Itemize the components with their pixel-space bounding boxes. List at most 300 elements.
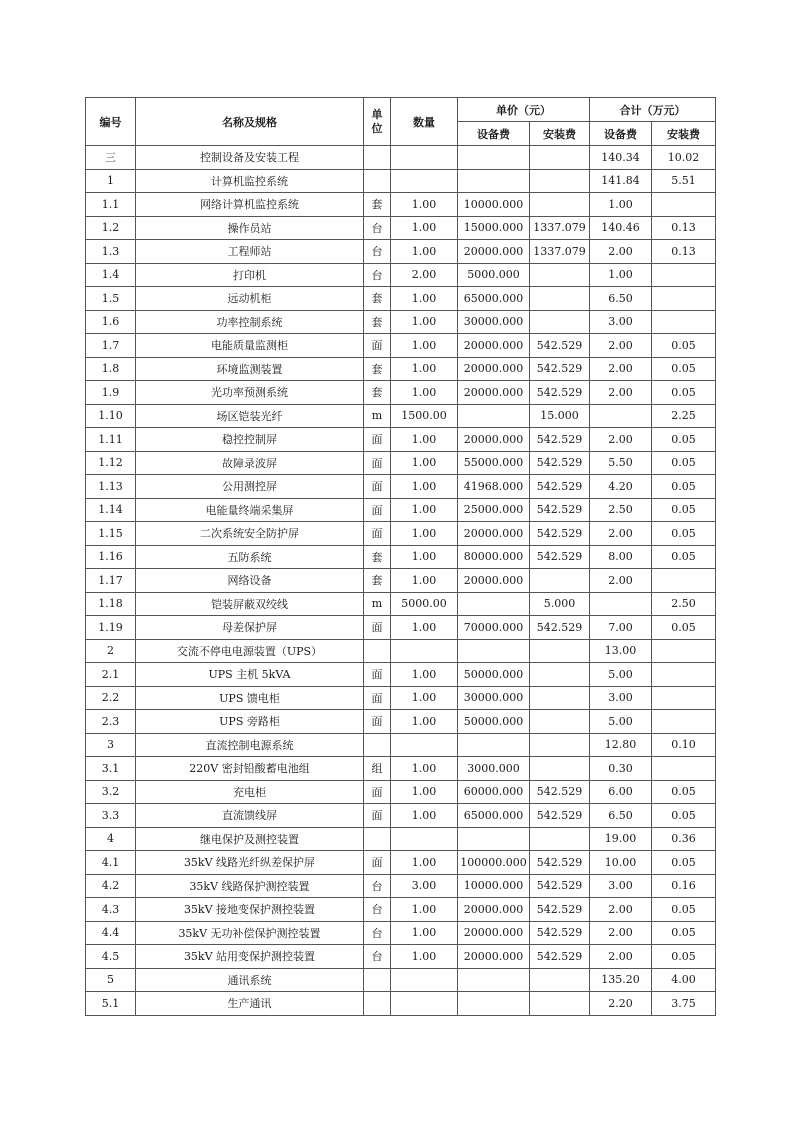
row-total-install: 0.36	[652, 827, 716, 851]
row-qty: 1.00	[391, 851, 458, 875]
row-total-equip: 3.00	[590, 310, 652, 334]
table-row	[86, 921, 716, 945]
row-price-install: 542.529	[530, 334, 590, 358]
row-qty: 1.00	[391, 898, 458, 922]
row-unit: 套	[364, 287, 391, 311]
row-price-equip: 10000.000	[458, 193, 530, 217]
row-qty: 1.00	[391, 921, 458, 945]
table-row	[86, 780, 716, 804]
table-row	[86, 945, 716, 969]
row-no: 1.15	[86, 522, 136, 546]
row-total-install: 5.51	[652, 169, 716, 193]
row-total-install: 0.05	[652, 381, 716, 405]
row-qty: 1.00	[391, 686, 458, 710]
row-total-equip: 2.00	[590, 522, 652, 546]
row-total-install	[652, 663, 716, 687]
row-price-install	[530, 968, 590, 992]
row-total-equip: 2.00	[590, 381, 652, 405]
table-body	[86, 146, 716, 1016]
row-unit: 面	[364, 804, 391, 828]
row-qty: 1.00	[391, 381, 458, 405]
row-name: 母差保护屏	[136, 616, 364, 640]
row-no: 1.8	[86, 357, 136, 381]
row-no: 2.3	[86, 710, 136, 734]
row-qty	[391, 639, 458, 663]
row-no: 1.1	[86, 193, 136, 217]
row-no: 3.3	[86, 804, 136, 828]
row-total-equip: 7.00	[590, 616, 652, 640]
row-total-equip: 12.80	[590, 733, 652, 757]
row-total-equip: 2.00	[590, 569, 652, 593]
row-no: 1.13	[86, 475, 136, 499]
row-total-equip: 6.50	[590, 287, 652, 311]
row-price-equip: 20000.000	[458, 240, 530, 264]
row-no: 1.9	[86, 381, 136, 405]
row-price-install: 542.529	[530, 851, 590, 875]
row-price-equip: 50000.000	[458, 710, 530, 734]
row-price-equip: 20000.000	[458, 522, 530, 546]
row-unit: 面	[364, 710, 391, 734]
row-unit: 面	[364, 616, 391, 640]
table-row	[86, 804, 716, 828]
row-unit: 台	[364, 898, 391, 922]
row-total-install: 0.05	[652, 780, 716, 804]
row-qty: 2.00	[391, 263, 458, 287]
row-name: 直流馈线屏	[136, 804, 364, 828]
table-row	[86, 851, 716, 875]
header-no: 编号	[86, 98, 136, 146]
row-name: 操作员站	[136, 216, 364, 240]
header-total-equip: 设备费	[590, 122, 652, 146]
row-unit: 面	[364, 780, 391, 804]
row-unit: 面	[364, 428, 391, 452]
row-price-equip: 20000.000	[458, 921, 530, 945]
header-unit: 单位	[364, 98, 391, 146]
row-qty: 1.00	[391, 428, 458, 452]
row-unit: 面	[364, 851, 391, 875]
row-price-equip: 5000.000	[458, 263, 530, 287]
row-no: 1.11	[86, 428, 136, 452]
row-unit: 面	[364, 498, 391, 522]
row-name: 35kV 站用变保护测控装置	[136, 945, 364, 969]
table-row	[86, 146, 716, 170]
row-qty: 1.00	[391, 945, 458, 969]
row-total-equip: 2.20	[590, 992, 652, 1016]
row-name: 远动机柜	[136, 287, 364, 311]
row-total-equip: 4.20	[590, 475, 652, 499]
table-row	[86, 686, 716, 710]
row-name: 网络计算机监控系统	[136, 193, 364, 217]
row-qty: 1.00	[391, 663, 458, 687]
row-price-install	[530, 663, 590, 687]
row-name: 继电保护及测控装置	[136, 827, 364, 851]
row-no: 5.1	[86, 992, 136, 1016]
row-price-install: 542.529	[530, 498, 590, 522]
row-price-equip: 20000.000	[458, 357, 530, 381]
row-name: 场区铠装光纤	[136, 404, 364, 428]
row-total-install: 0.13	[652, 216, 716, 240]
table-row	[86, 639, 716, 663]
row-no: 1.2	[86, 216, 136, 240]
row-no: 4.1	[86, 851, 136, 875]
table-row	[86, 592, 716, 616]
row-no: 3.1	[86, 757, 136, 781]
row-price-install	[530, 146, 590, 170]
table-row	[86, 381, 716, 405]
row-name: 二次系统安全防护屏	[136, 522, 364, 546]
table-row	[86, 545, 716, 569]
row-total-install: 0.05	[652, 545, 716, 569]
row-price-install: 542.529	[530, 804, 590, 828]
row-price-equip: 30000.000	[458, 686, 530, 710]
row-total-equip: 2.50	[590, 498, 652, 522]
row-price-install	[530, 263, 590, 287]
row-total-install: 0.05	[652, 357, 716, 381]
row-unit: 套	[364, 310, 391, 334]
row-price-install: 542.529	[530, 616, 590, 640]
row-no: 4.4	[86, 921, 136, 945]
row-name: 五防系统	[136, 545, 364, 569]
header-price-equip: 设备费	[458, 122, 530, 146]
row-total-equip: 1.00	[590, 193, 652, 217]
row-unit: 面	[364, 686, 391, 710]
row-qty: 1.00	[391, 216, 458, 240]
row-total-equip: 2.00	[590, 334, 652, 358]
row-qty: 1.00	[391, 287, 458, 311]
row-name: 环境监测装置	[136, 357, 364, 381]
header-unit-price: 单价（元）	[458, 98, 590, 122]
row-name: 电能质量监测柜	[136, 334, 364, 358]
row-price-install: 542.529	[530, 451, 590, 475]
table-row	[86, 263, 716, 287]
row-total-install	[652, 310, 716, 334]
row-total-install: 0.05	[652, 428, 716, 452]
table-row	[86, 475, 716, 499]
row-qty	[391, 968, 458, 992]
row-total-equip: 2.00	[590, 945, 652, 969]
row-no: 1.5	[86, 287, 136, 311]
row-total-install: 0.05	[652, 921, 716, 945]
row-total-install	[652, 710, 716, 734]
row-unit: 面	[364, 522, 391, 546]
row-qty: 1.00	[391, 357, 458, 381]
row-total-install	[652, 569, 716, 593]
row-unit	[364, 146, 391, 170]
row-total-install	[652, 639, 716, 663]
row-qty: 1.00	[391, 545, 458, 569]
row-total-equip: 1.00	[590, 263, 652, 287]
table-row	[86, 404, 716, 428]
row-total-install: 0.05	[652, 475, 716, 499]
row-total-equip: 3.00	[590, 874, 652, 898]
row-price-equip: 15000.000	[458, 216, 530, 240]
row-total-install: 0.10	[652, 733, 716, 757]
row-total-equip: 5.00	[590, 663, 652, 687]
row-total-equip: 3.00	[590, 686, 652, 710]
row-total-install: 0.05	[652, 334, 716, 358]
row-total-equip: 135.20	[590, 968, 652, 992]
row-qty: 1.00	[391, 240, 458, 264]
row-unit: 组	[364, 757, 391, 781]
row-unit	[364, 968, 391, 992]
row-name: 电能量终端采集屏	[136, 498, 364, 522]
row-unit: 面	[364, 334, 391, 358]
row-price-equip: 100000.000	[458, 851, 530, 875]
row-total-equip: 140.46	[590, 216, 652, 240]
row-unit: 台	[364, 240, 391, 264]
row-price-install: 542.529	[530, 545, 590, 569]
row-price-equip: 60000.000	[458, 780, 530, 804]
row-name: 充电柜	[136, 780, 364, 804]
row-no: 3	[86, 733, 136, 757]
row-price-equip	[458, 639, 530, 663]
table-row	[86, 827, 716, 851]
row-total-install: 0.13	[652, 240, 716, 264]
row-name: 35kV 接地变保护测控装置	[136, 898, 364, 922]
row-no: 1.12	[86, 451, 136, 475]
row-name: 交流不停电电源装置（UPS）	[136, 639, 364, 663]
row-price-install	[530, 569, 590, 593]
row-unit: m	[364, 592, 391, 616]
row-price-equip	[458, 404, 530, 428]
row-name: 直流控制电源系统	[136, 733, 364, 757]
row-price-install	[530, 310, 590, 334]
row-total-equip: 2.00	[590, 921, 652, 945]
row-qty: 1.00	[391, 569, 458, 593]
row-price-equip: 80000.000	[458, 545, 530, 569]
row-price-install	[530, 287, 590, 311]
row-name: 计算机监控系统	[136, 169, 364, 193]
row-price-install	[530, 733, 590, 757]
row-qty: 1.00	[391, 616, 458, 640]
row-price-install: 542.529	[530, 357, 590, 381]
row-price-install: 542.529	[530, 522, 590, 546]
row-total-install: 10.02	[652, 146, 716, 170]
row-total-install	[652, 686, 716, 710]
table-row	[86, 287, 716, 311]
row-name: 打印机	[136, 263, 364, 287]
row-name: 公用测控屏	[136, 475, 364, 499]
cost-table	[85, 97, 716, 1016]
row-price-install: 5.000	[530, 592, 590, 616]
row-price-equip	[458, 992, 530, 1016]
row-price-equip: 20000.000	[458, 334, 530, 358]
table-row	[86, 898, 716, 922]
row-unit	[364, 639, 391, 663]
row-unit: 面	[364, 475, 391, 499]
row-qty: 1.00	[391, 451, 458, 475]
table-row	[86, 498, 716, 522]
row-total-equip: 10.00	[590, 851, 652, 875]
row-total-install: 4.00	[652, 968, 716, 992]
row-total-install: 0.05	[652, 851, 716, 875]
row-price-install: 542.529	[530, 874, 590, 898]
row-unit: 台	[364, 874, 391, 898]
row-price-equip: 20000.000	[458, 569, 530, 593]
row-total-equip: 2.00	[590, 240, 652, 264]
row-price-equip: 50000.000	[458, 663, 530, 687]
row-qty: 1.00	[391, 710, 458, 734]
table-row	[86, 334, 716, 358]
row-unit	[364, 169, 391, 193]
header-name: 名称及规格	[136, 98, 364, 146]
row-name: 35kV 线路保护测控装置	[136, 874, 364, 898]
row-qty	[391, 169, 458, 193]
row-unit: 台	[364, 216, 391, 240]
row-price-equip	[458, 968, 530, 992]
row-price-equip	[458, 733, 530, 757]
row-no: 2.2	[86, 686, 136, 710]
row-name: 工程师站	[136, 240, 364, 264]
row-unit: 台	[364, 263, 391, 287]
table-row	[86, 428, 716, 452]
row-price-equip: 10000.000	[458, 874, 530, 898]
table-row	[86, 451, 716, 475]
row-total-equip	[590, 404, 652, 428]
row-unit: 面	[364, 451, 391, 475]
row-no: 4	[86, 827, 136, 851]
row-price-equip: 20000.000	[458, 428, 530, 452]
row-no: 1.18	[86, 592, 136, 616]
row-total-equip: 2.00	[590, 357, 652, 381]
row-name: 220V 密封铅酸蓄电池组	[136, 757, 364, 781]
row-total-equip: 8.00	[590, 545, 652, 569]
row-name: UPS 馈电柜	[136, 686, 364, 710]
row-no: 1.17	[86, 569, 136, 593]
table-row	[86, 710, 716, 734]
row-name: 光功率预测系统	[136, 381, 364, 405]
row-total-install: 0.05	[652, 945, 716, 969]
row-name: 故障录波屏	[136, 451, 364, 475]
row-qty: 3.00	[391, 874, 458, 898]
row-total-install: 0.05	[652, 616, 716, 640]
row-qty: 1500.00	[391, 404, 458, 428]
row-total-install: 0.05	[652, 451, 716, 475]
row-price-install: 1337.079	[530, 240, 590, 264]
table-row	[86, 522, 716, 546]
table-row	[86, 616, 716, 640]
header-total: 合计（万元）	[590, 98, 716, 122]
row-price-install	[530, 169, 590, 193]
row-total-install: 2.25	[652, 404, 716, 428]
row-price-install	[530, 827, 590, 851]
row-price-equip	[458, 169, 530, 193]
row-price-install: 542.529	[530, 780, 590, 804]
row-name: 生产通讯	[136, 992, 364, 1016]
row-price-equip	[458, 592, 530, 616]
row-no: 1.16	[86, 545, 136, 569]
table-row	[86, 968, 716, 992]
row-total-equip: 141.84	[590, 169, 652, 193]
row-no: 1.3	[86, 240, 136, 264]
row-price-equip: 25000.000	[458, 498, 530, 522]
row-price-equip: 70000.000	[458, 616, 530, 640]
row-total-install: 3.75	[652, 992, 716, 1016]
row-price-equip: 20000.000	[458, 381, 530, 405]
row-total-equip: 2.00	[590, 898, 652, 922]
row-qty: 1.00	[391, 310, 458, 334]
table-row	[86, 240, 716, 264]
row-qty: 1.00	[391, 522, 458, 546]
row-name: 功率控制系统	[136, 310, 364, 334]
row-no: 1	[86, 169, 136, 193]
row-unit: 套	[364, 193, 391, 217]
row-no: 1.6	[86, 310, 136, 334]
row-no: 3.2	[86, 780, 136, 804]
row-total-equip: 0.30	[590, 757, 652, 781]
header-qty: 数量	[391, 98, 458, 146]
header-total-install: 安装费	[652, 122, 716, 146]
row-total-equip: 2.00	[590, 428, 652, 452]
row-price-equip: 20000.000	[458, 898, 530, 922]
row-no: 4.2	[86, 874, 136, 898]
table-row	[86, 169, 716, 193]
row-total-equip: 19.00	[590, 827, 652, 851]
row-name: 35kV 无功补偿保护测控装置	[136, 921, 364, 945]
table-row	[86, 193, 716, 217]
row-total-install	[652, 263, 716, 287]
row-name: UPS 主机 5kVA	[136, 663, 364, 687]
row-qty: 1.00	[391, 757, 458, 781]
row-total-equip: 5.50	[590, 451, 652, 475]
row-qty: 1.00	[391, 193, 458, 217]
table-row	[86, 310, 716, 334]
row-total-install	[652, 193, 716, 217]
table-header	[86, 98, 716, 146]
row-no: 三	[86, 146, 136, 170]
table-row	[86, 663, 716, 687]
row-qty: 1.00	[391, 475, 458, 499]
row-name: 35kV 线路光纤纵差保护屏	[136, 851, 364, 875]
row-unit: 面	[364, 663, 391, 687]
row-unit: 套	[364, 357, 391, 381]
row-price-equip: 65000.000	[458, 804, 530, 828]
row-price-equip: 3000.000	[458, 757, 530, 781]
row-no: 4.3	[86, 898, 136, 922]
row-total-equip: 6.00	[590, 780, 652, 804]
row-price-equip: 30000.000	[458, 310, 530, 334]
row-price-install	[530, 992, 590, 1016]
row-price-install	[530, 757, 590, 781]
row-price-install: 542.529	[530, 381, 590, 405]
row-unit	[364, 733, 391, 757]
row-qty: 1.00	[391, 780, 458, 804]
table-row	[86, 733, 716, 757]
row-name: UPS 旁路柜	[136, 710, 364, 734]
row-price-install: 542.529	[530, 428, 590, 452]
row-total-equip: 6.50	[590, 804, 652, 828]
table-row	[86, 357, 716, 381]
row-qty	[391, 992, 458, 1016]
row-total-install: 0.05	[652, 898, 716, 922]
row-name: 铠装屏蔽双绞线	[136, 592, 364, 616]
row-no: 1.19	[86, 616, 136, 640]
row-no: 1.7	[86, 334, 136, 358]
row-unit	[364, 992, 391, 1016]
row-qty: 1.00	[391, 804, 458, 828]
row-price-install	[530, 686, 590, 710]
row-qty	[391, 146, 458, 170]
table-row	[86, 569, 716, 593]
row-no: 2	[86, 639, 136, 663]
table-row	[86, 216, 716, 240]
row-price-install: 542.529	[530, 475, 590, 499]
row-name: 网络设备	[136, 569, 364, 593]
table-row	[86, 757, 716, 781]
row-price-equip: 65000.000	[458, 287, 530, 311]
row-price-install	[530, 639, 590, 663]
row-no: 1.10	[86, 404, 136, 428]
